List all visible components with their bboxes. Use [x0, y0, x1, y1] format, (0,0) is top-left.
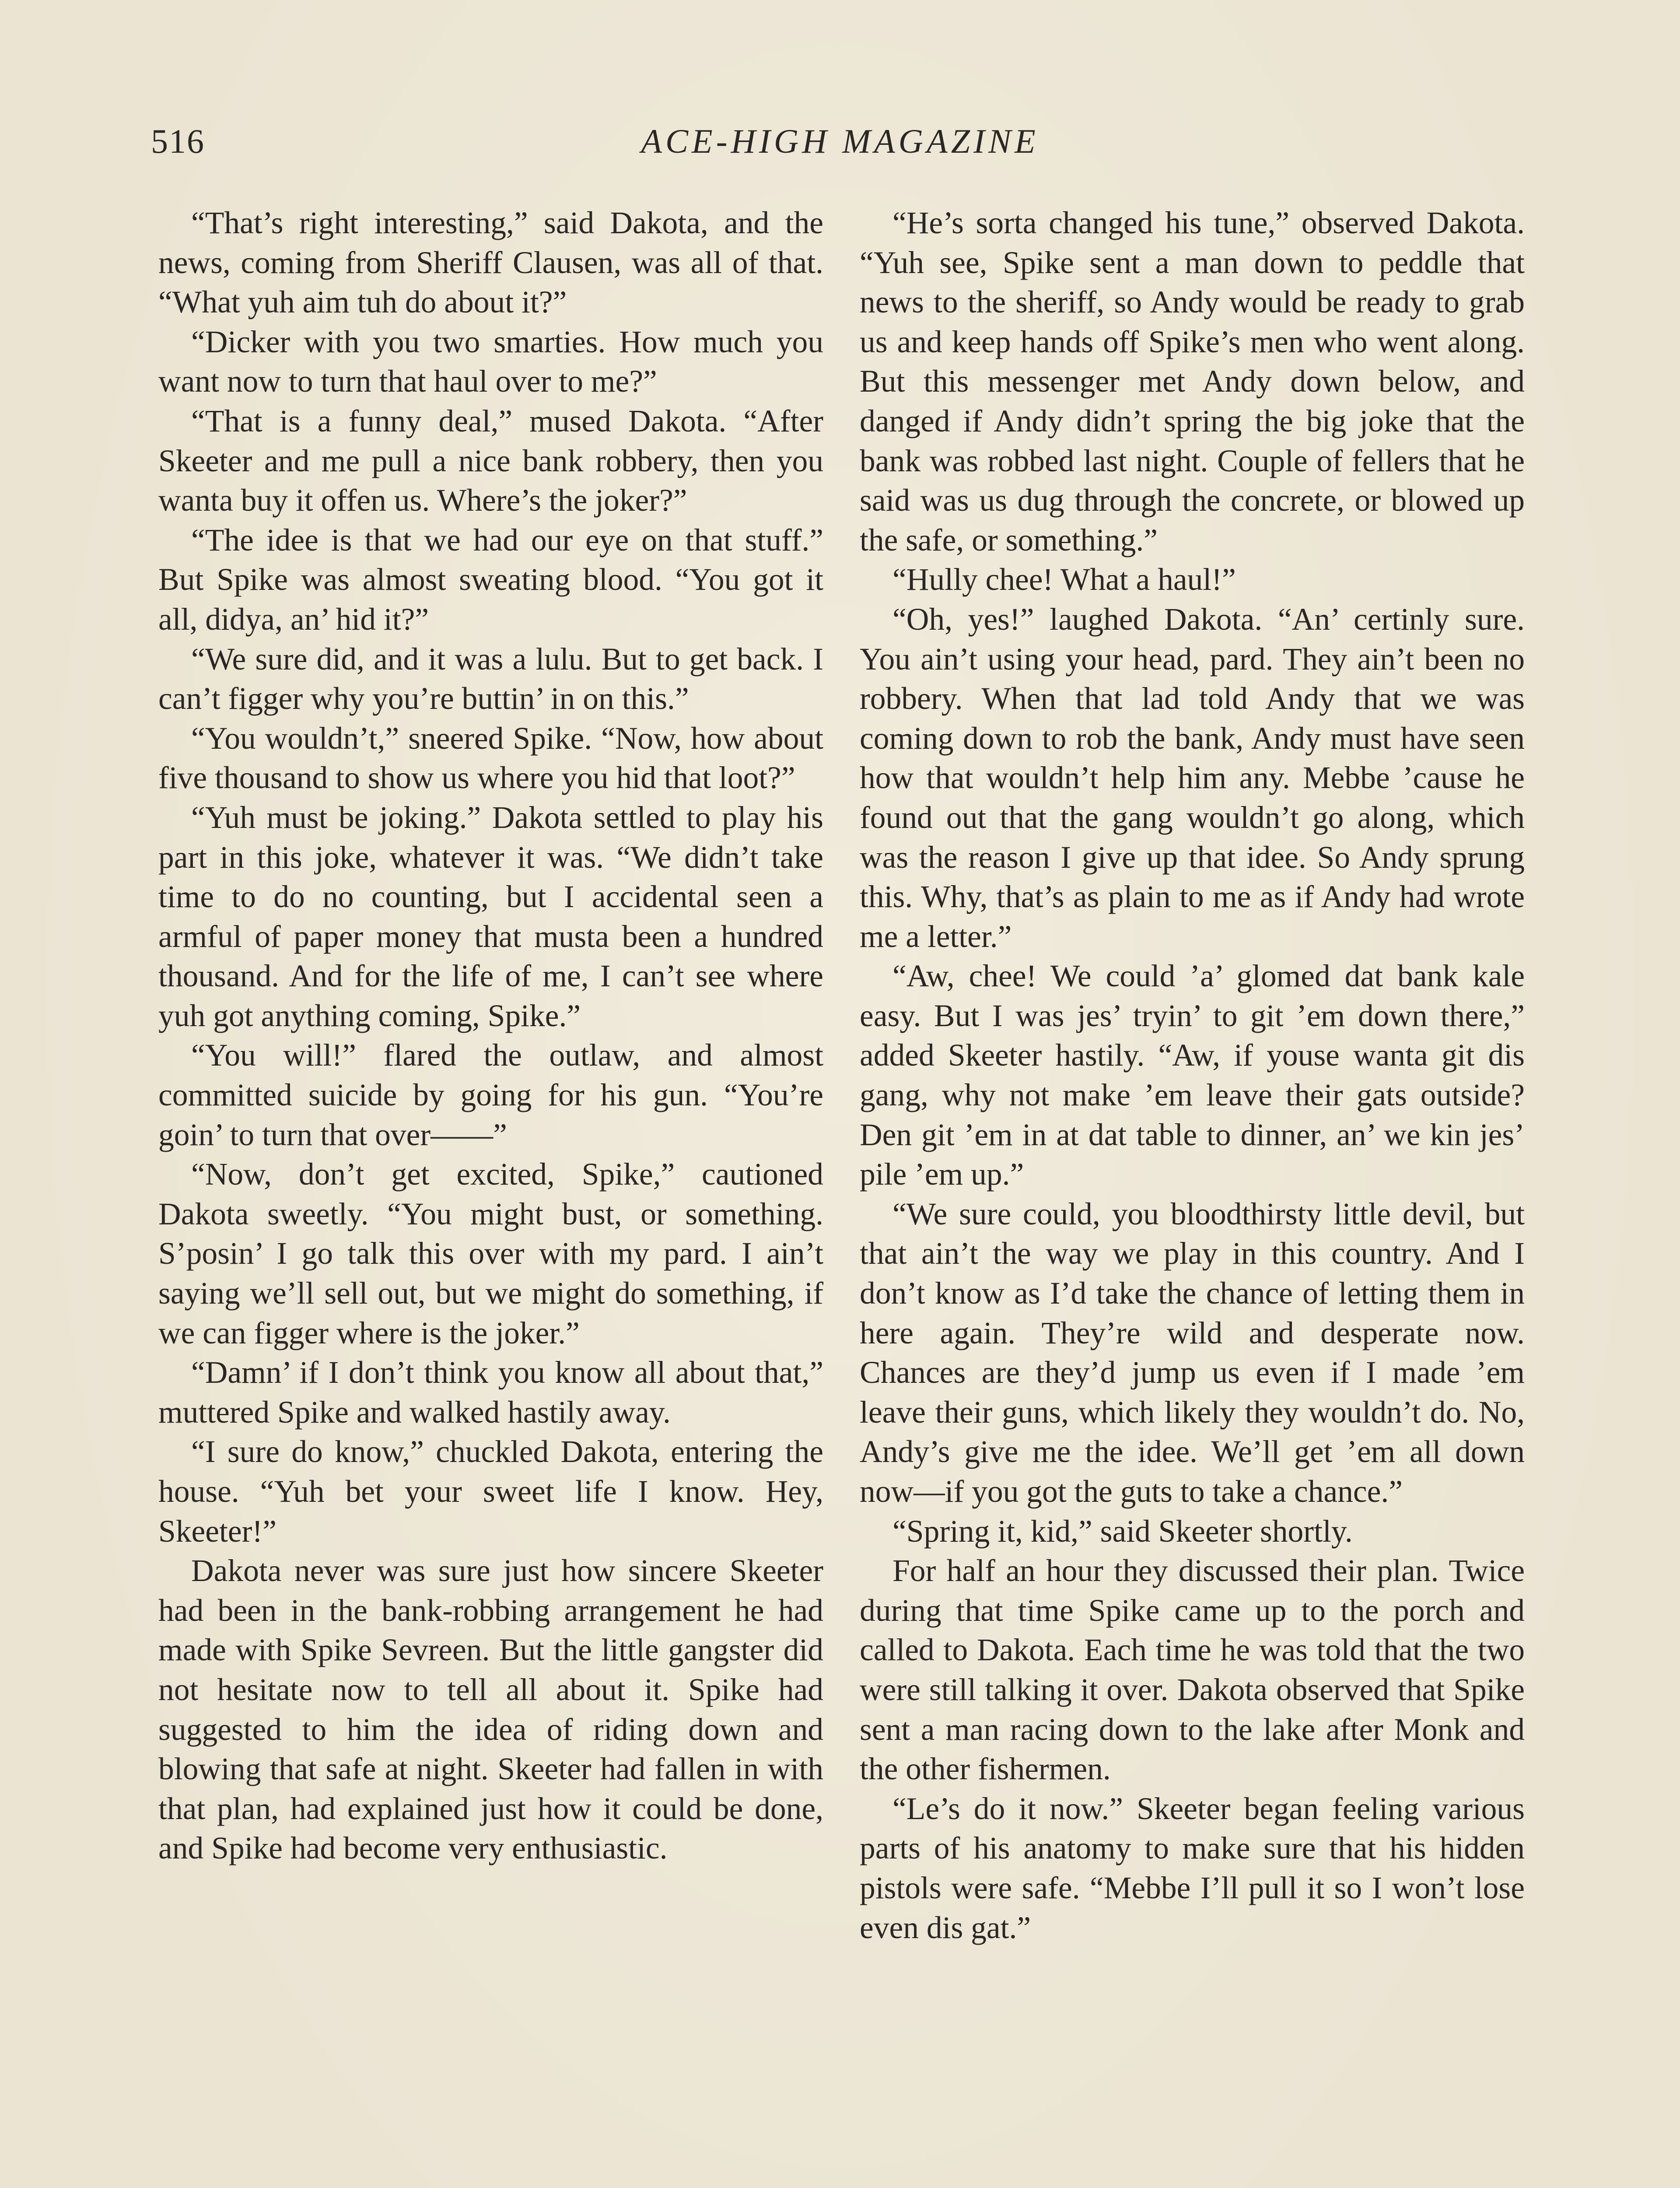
paragraph: “That is a funny deal,” mused Dakota. “After Skeeter and me pull a nice bank robbery, then you wanta buy it offen us. Where’s the joker?”	[158, 403, 823, 518]
left-column	[158, 203, 823, 1869]
paragraph: “Now, don’t get excited, Spike,” cautioned Dakota sweetly. “You might bust, or something. S’posin’ I go talk this over with my pard. I ain’t saying we’ll sell out, but we might do something, if we can figger where is the joker.”	[158, 1157, 823, 1350]
paragraph: For half an hour they discussed their plan. Twice during that time Spike came up to the porch and called to Dakota. Each time he was told that the two were still talking it over. Dakota observed that Spike sent a man racing down to the lake after Monk and the other fishermen.	[860, 1553, 1525, 1787]
paragraph: “Yuh must be joking.” Dakota settled to play his part in this joke, whatever it was. “We didn’t take time to do no counting, but I accidental seen a armful of paper money that musta been a hundred thousand. And for the life of me, I can’t see where yuh got anything coming, Spike.”	[158, 800, 823, 1033]
right-column	[860, 203, 1525, 1948]
paragraph: “Aw, chee! We could ’a’ glomed dat bank kale easy. But I was jes’ tryin’ to git ’em down there,” added Skeeter hastily. “Aw, if youse wanta git dis gang, why not make ’em leave their gats outside? Den git ’em in at dat table to dinner, an’ we kin jes’ pile ’em up.”	[860, 959, 1525, 1192]
paragraph: “Oh, yes!” laughed Dakota. “An’ certinly sure. You ain’t using your head, pard. They ain’t been no robbery. When that lad told Andy that we was coming down to rob the bank, Andy must have seen how that wouldn’t help him any. Mebbe ’cause he found out that the gang wouldn’t go along, which was the reason I give up that idee. So Andy sprung this. Why, that’s as plain to me as if Andy had wrote me a letter.”	[860, 602, 1525, 954]
paragraph: “Le’s do it now.” Skeeter began feeling various parts of his anatomy to make sure that his hidden pistols were safe. “Mebbe I’ll pull it so I won’t lose even dis gat.”	[860, 1791, 1525, 1945]
page-header	[151, 122, 1529, 174]
paragraph: “I sure do know,” chuckled Dakota, entering the house. “Yuh bet your sweet life I know. Hey, Skeeter!”	[158, 1434, 823, 1549]
paragraph: “He’s sorta changed his tune,” observed Dakota. “Yuh see, Spike sent a man down to peddle that news to the sheriff, so Andy would be ready to grab us and keep hands off Spike’s men who went along. But this messenger met Andy down below, and danged if Andy didn’t spring the big joke that the bank was robbed last night. Couple of fellers that he said was us dug through the concrete, or blowed up the safe, or something.”	[860, 206, 1525, 558]
running-head: ACE-HIGH MAGAZINE	[641, 122, 1039, 160]
paragraph: “We sure could, you bloodthirsty little devil, but that ain’t the way we play in this country. And I don’t know as I’d take the chance of letting them in here again. They’re wild and desperate now. Chances are they’d jump us even if I made ’em leave their guns, which likely they wouldn’t do. No, Andy’s give me the idee. We’ll get ’em all down now—if you got the guts to take a chance.”	[860, 1196, 1525, 1509]
paragraph: “You will!” flared the outlaw, and almost committed suicide by going for his gun. “You’re goin’ to turn that over——”	[158, 1038, 823, 1152]
paragraph: “The idee is that we had our eye on that stuff.” But Spike was almost sweating blood. “You got it all, didya, an’ hid it?”	[158, 522, 823, 637]
paragraph: “We sure did, and it was a lulu. But to get back. I can’t figger why you’re buttin’ in on this.”	[158, 642, 823, 716]
paragraph: “Spring it, kid,” said Skeeter shortly.	[892, 1514, 1353, 1549]
page-number: 516	[151, 122, 205, 160]
paragraph: “That’s right interesting,” said Dakota, and the news, coming from Sheriff Clausen, was all of that. “What yuh aim tuh do about it?”	[158, 206, 823, 320]
paragraph: Dakota never was sure just how sincere Skeeter had been in the bank-robbing arrangement he had made with Spike Sevreen. But the little gangster did not hesitate now to tell all about it. Spike had suggested to him the idea of riding down and blowing that safe at night. Skeeter had fallen in with that plan, had explained just how it could be done, and Spike had become very enthusiastic.	[158, 1553, 823, 1866]
paragraph: “Hully chee! What a haul!”	[892, 562, 1236, 597]
paragraph: “You wouldn’t,” sneered Spike. “Now, how about five thousand to show us where you hid that loot?”	[158, 721, 823, 796]
paragraph: “Damn’ if I don’t think you know all about that,” muttered Spike and walked hastily away.	[158, 1355, 823, 1430]
paragraph: “Dicker with you two smarties. How much you want now to turn that haul over to me?”	[158, 324, 823, 399]
